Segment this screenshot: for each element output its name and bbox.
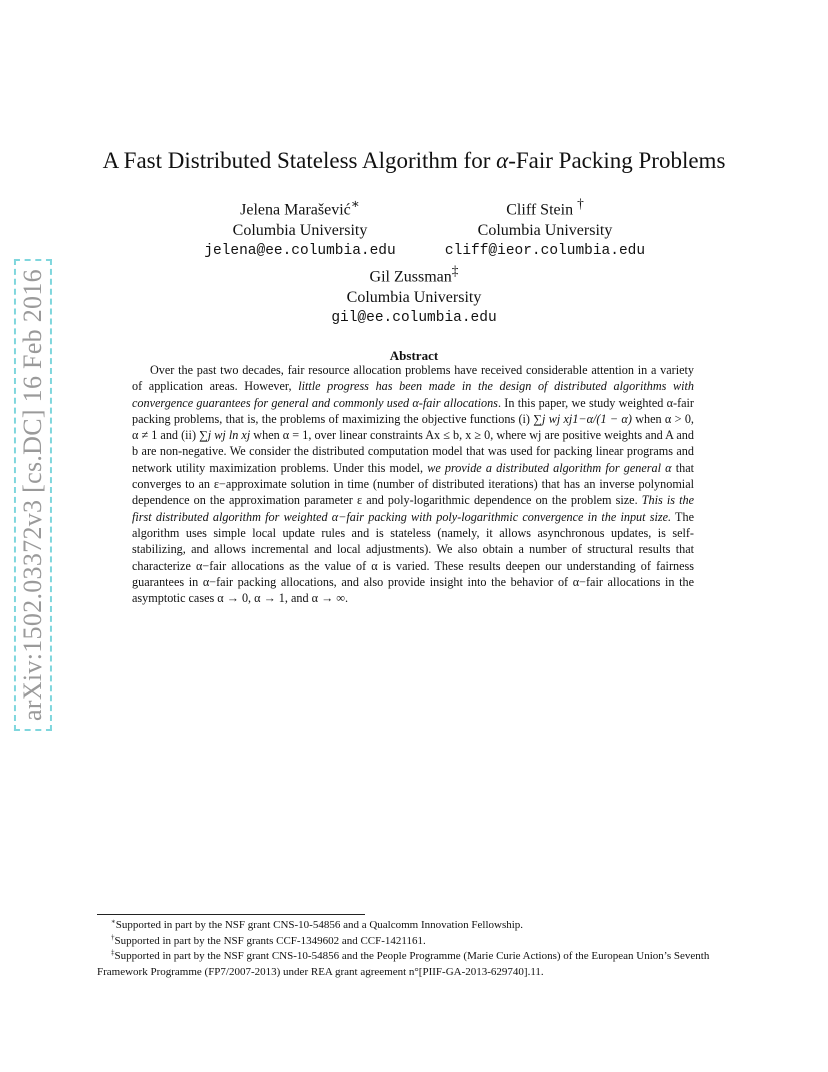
author-affiliation: Columbia University — [232, 222, 368, 240]
paper-title — [0, 146, 828, 176]
author-name: Gil Zussman — [369, 268, 452, 286]
arxiv-stamp — [14, 255, 52, 735]
abstract-text: . In this paper, we study weighted α-fair packing problems, that is, the problems of maximizing the objective functions (i) — [132, 395, 694, 426]
abstract-text: when α = 1, over linear constraints Ax ≤ b, x ≥ 0, where wj are positive weights and A and b are non-negative. We consider the distributed computation model that was used for packing linear programs and network utility maximization problems. Under this model, — [132, 428, 694, 475]
abstract-text: Over the past two decades, fair resource allocation problems have received considerable attention in a variety of application areas. However, — [132, 363, 694, 394]
author-name: Cliff Stein — [506, 201, 574, 219]
footnote-text: Supported in part by the NSF grant CNS-10-54856 and the People Programme (Marie Curie Actions) of the European Union’s Seventh Framework Programme (FP7/2007-2013) under REA grant agreement n°[PIIF-GA-2013-629740].11. — [97, 950, 710, 978]
author-block-2 — [420, 193, 670, 262]
footnote-mark: † — [111, 932, 115, 941]
abstract-text: when α > 0, α ≠ 1 and (ii) — [132, 411, 694, 443]
author-email[interactable]: cliff@ieor.columbia.edu — [444, 243, 646, 260]
abstract-text: that converges to an ε−approximate solution in time (number of distributed iterations) that has an inverse polynomial dependence on the approximation parameter ε and poly-logarithmic dependence on the problem size. — [132, 460, 694, 508]
abstract-formula: ∑j wj xj1−α/(1 − α) — [533, 411, 632, 426]
author-email[interactable]: jelena@ee.columbia.edu — [204, 243, 396, 260]
abstract-text: The algorithm uses simple local update rules and is stateless (namely, it allows asynchronous updates, is self-stabilizing, and allows incremental and local adjustments). We also obtain a number of structural results that characterize α−fair allocations as the value of α is varied. These results deepen our understanding of fairness guarantees in α−fair packing allocations, and also provide insight into the behavior of α−fair allocations in the asymptotic cases α → 0, α → 1, and α → ∞. — [132, 509, 694, 606]
author-mark: ∗ — [350, 196, 360, 211]
abstract-heading: Abstract — [389, 348, 439, 363]
author-name: Jelena Marašević — [240, 201, 351, 219]
author-affiliation: Columbia University — [346, 289, 482, 307]
footnote-3 — [97, 949, 735, 980]
author-mark: † — [577, 196, 584, 211]
author-email[interactable]: gil@ee.columbia.edu — [331, 310, 497, 327]
author-mark: ‡ — [451, 263, 459, 278]
author-affiliation: Columbia University — [477, 222, 613, 240]
footnote-2 — [97, 934, 735, 950]
footnote-1 — [97, 918, 735, 934]
footnote-divider — [97, 914, 365, 915]
footnote-mark: ∗ — [111, 917, 116, 926]
footnote-mark: ‡ — [111, 948, 115, 957]
abstract-body — [132, 362, 694, 606]
footnote-text: Supported in part by the NSF grant CNS-10-54856 and a Qualcomm Innovation Fellowship. — [115, 919, 524, 931]
abstract-emphasis: This is the first distributed algorithm for weighted α−fair packing with poly-logarithmic convergence in the input size. — [132, 493, 694, 524]
abstract-formula: ∑j wj ln xj — [199, 428, 251, 443]
title-part-2: -Fair Packing Problems — [508, 148, 726, 173]
abstract-emphasis: little progress has been made in the design of distributed algorithms with convergence guarantees for general and commonly used α-fair allocations — [132, 379, 694, 410]
title-part-1: A Fast Distributed Stateless Algorithm for — [102, 148, 497, 173]
footnotes — [97, 918, 735, 980]
arxiv-stamp-text: arXiv:1502.03372v3 [cs.DC] 16 Feb 2016 — [14, 259, 52, 731]
footnote-text: Supported in part by the NSF grants CCF-1349602 and CCF-1421161. — [114, 934, 426, 947]
abstract-emphasis: we provide a distributed algorithm for general α — [427, 460, 672, 475]
author-block-3 — [284, 260, 544, 329]
author-block-1 — [170, 193, 430, 262]
title-alpha-symbol: α — [496, 148, 509, 173]
